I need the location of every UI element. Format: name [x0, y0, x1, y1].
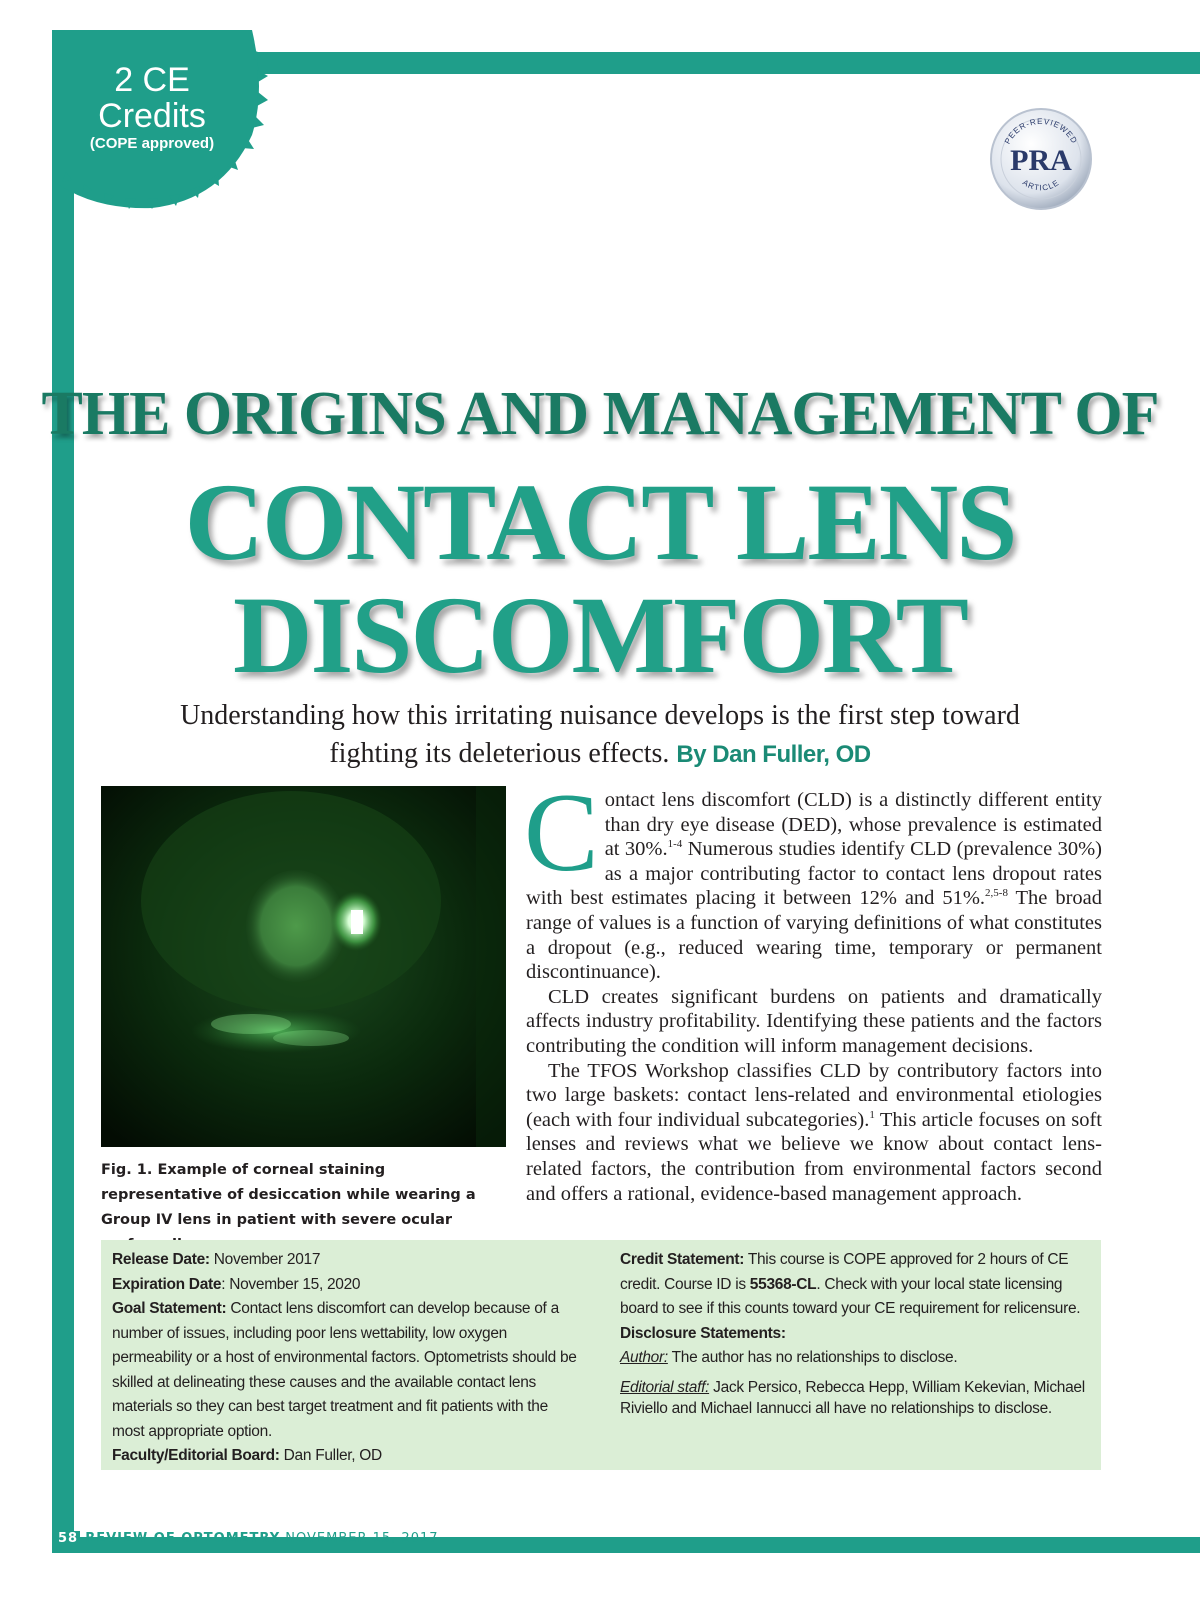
- faculty-board: [112, 1444, 582, 1469]
- seal-top-text: PEER-REVIEWED: [1002, 116, 1080, 146]
- reference-superscript: 1: [869, 1108, 875, 1121]
- expiration-date-value: : November 15, 2020: [221, 1275, 361, 1293]
- faculty-board-label: Faculty/Editorial Board:: [112, 1447, 280, 1464]
- course-id: 55368-CL: [749, 1275, 817, 1293]
- credit-statement: [620, 1248, 1085, 1322]
- expiration-date-label: Expiration Date: [112, 1275, 222, 1293]
- staff-disclosure: [620, 1377, 1085, 1419]
- article-deck: [150, 697, 1050, 774]
- body-paragraph-2: CLD creates significant burdens on patients and dramatically affects industry profitability. Identifying these patients and the factors contributing the condition will inform management decisions.: [526, 985, 1102, 1057]
- ce-info-left-column: [112, 1248, 582, 1469]
- staff-disclosure-value: Jack Persico, Rebecca Hepp, William Kekevian, Michael Riviello and Michael Iannucci all have no relationships to disclose.: [620, 1378, 1085, 1417]
- body-text: The TFOS Workshop classifies CLD by contributory factors into two large baskets: contact lens-related and environmental etiologies (each with four individual subcategories).: [526, 1059, 1102, 1131]
- article-kicker-title: THE ORIGINS AND MANAGEMENT OF: [41, 380, 1159, 448]
- page-number: 58: [58, 1531, 79, 1546]
- author-disclosure-label: Author:: [620, 1349, 668, 1366]
- goal-statement-label: Goal Statement:: [112, 1300, 227, 1317]
- left-border-bar: [52, 52, 74, 1552]
- author-disclosure-value: The author has no relationships to disclose.: [667, 1349, 958, 1366]
- article-body: [524, 771, 1103, 1206]
- body-paragraph-1: [524, 771, 1103, 985]
- drop-cap: C: [524, 771, 599, 895]
- faculty-board-value: Dan Fuller, OD: [279, 1447, 382, 1464]
- release-date-value: November 2017: [209, 1251, 321, 1268]
- reference-superscript: 1-4: [667, 838, 683, 851]
- credit-statement-text: This course is COPE approved for 2 hours of CE credit. Course ID is: [620, 1251, 1069, 1293]
- body-paragraph-3: [526, 1059, 1102, 1207]
- peer-reviewed-seal-icon: [988, 106, 1094, 212]
- magazine-name: REVIEW OF OPTOMETRY: [85, 1531, 281, 1546]
- body-text: This article focuses on soft lenses and reviews what we believe we know about contact lens-related factors, the contribution from environmental factors second and offers a rational, evidence-based management approach.: [526, 1108, 1103, 1205]
- goal-statement-value: Contact lens discomfort can develop because of a number of issues, including poor lens wettability, low oxygen permeability or a host of environmental factors. Optometrists should be skilled at delineating these causes and the available contact lens materials so they can best target treatment and fit patients with the most appropriate option.: [112, 1300, 577, 1440]
- ce-info-right-column: [620, 1248, 1085, 1419]
- reference-superscript: 2,5-8: [985, 887, 1008, 900]
- badge-ce-count: 2 CE: [114, 61, 190, 99]
- staff-disclosure-label: Editorial staff:: [620, 1378, 710, 1396]
- body-text: Numerous studies identify CLD (prevalence 30%) as a major contributing factor to contact lens dropout rates with best estimates placing it between 12% and 51%.: [526, 838, 1103, 910]
- badge-cope-label: (COPE approved): [89, 135, 215, 152]
- release-date-label: Release Date:: [112, 1251, 210, 1268]
- author-byline: By Dan Fuller, OD: [676, 741, 871, 768]
- goal-statement: [112, 1297, 582, 1444]
- badge-credits-label: Credits: [98, 97, 206, 135]
- disclosure-heading: Disclosure Statements:: [620, 1324, 786, 1342]
- page-footer: [56, 1530, 439, 1548]
- body-text: The broad range of values is a function of varying definitions of what constitutes a dropout (e.g., reduced wearing time, temporary or permanent discontinuance).: [526, 887, 1102, 984]
- release-date: [112, 1248, 582, 1273]
- figure-caption: Fig. 1. Example of corneal staining representative of desiccation while wearing a Group IV lens in patient with severe ocular: [101, 1162, 476, 1228]
- article-title-line1: CONTACT LENS: [184, 461, 1016, 583]
- credit-statement-label: Credit Statement:: [620, 1251, 745, 1268]
- body-text: ontact lens discomfort (CLD) is a distinctly different entity than dry eye disease (DED), whose prevalence is estimated at 30%.: [604, 789, 1102, 861]
- issue-date: NOVEMBER 15, 2017: [285, 1531, 439, 1546]
- deck-text: Understanding how this irritating nuisance develops is the first step toward fighting its deleterious effects.: [180, 700, 1020, 769]
- expiration-date: [112, 1273, 582, 1298]
- author-disclosure: [620, 1346, 1085, 1371]
- corneal-staining-photo: [101, 786, 506, 1147]
- seal-monogram: PRA: [1010, 144, 1072, 177]
- seal-bottom-text: ARTICLE: [1020, 177, 1062, 193]
- ce-credits-badge: [52, 62, 252, 154]
- credit-statement-text: . Check with your local state licensing board to see if this counts toward your CE requirement for relicensure.: [620, 1275, 1081, 1317]
- article-title-line2: DISCOMFORT: [233, 574, 967, 696]
